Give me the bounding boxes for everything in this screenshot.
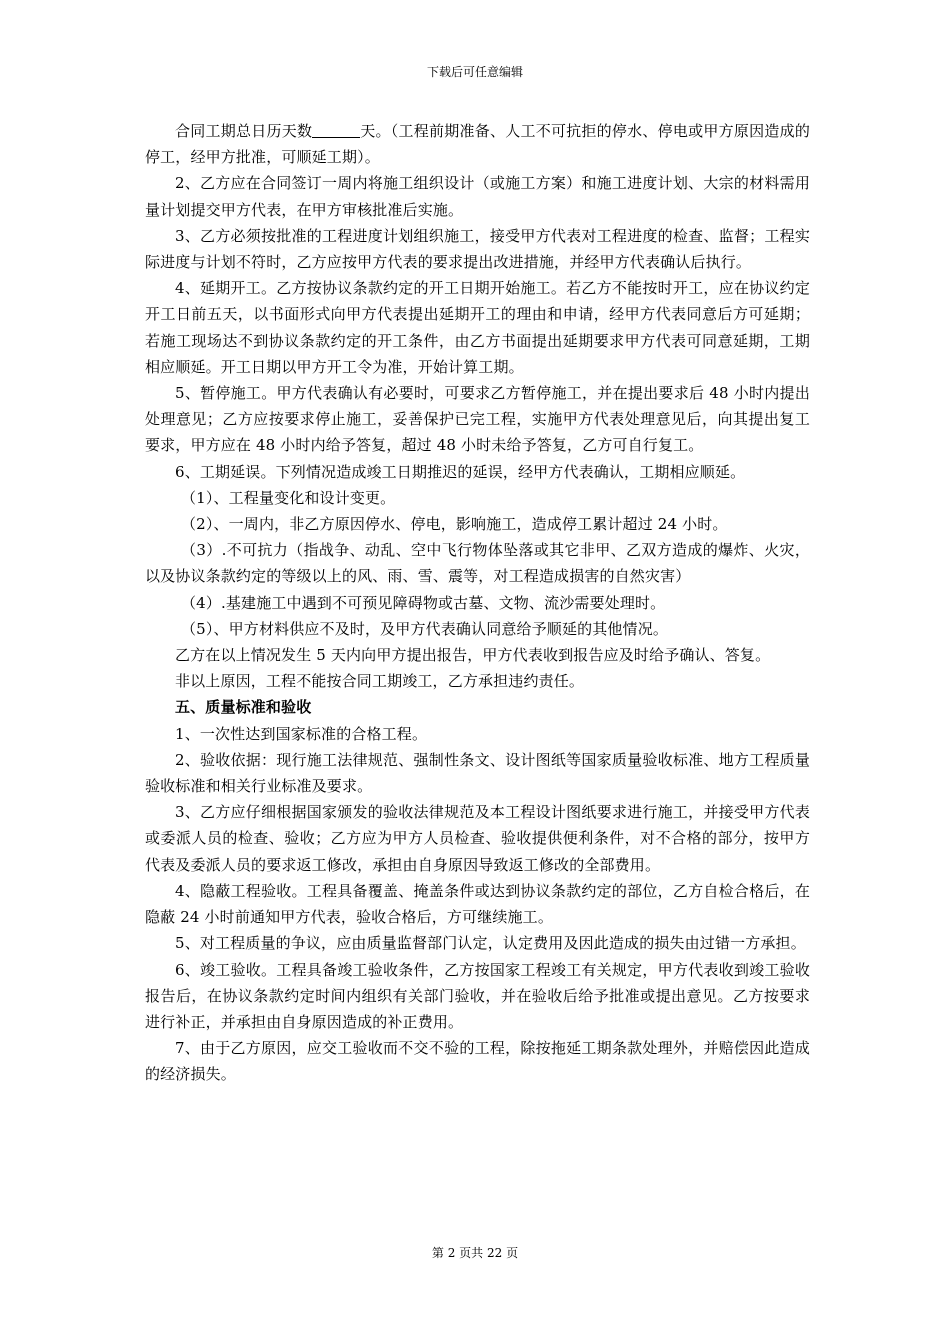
section-heading: 五、质量标准和验收 bbox=[175, 698, 312, 717]
paragraph: 5、暂停施工。甲方代表确认有必要时，可要求乙方暂停施工，并在提出要求后 48 小时内提出处理意见；乙方应按要求停止施工，妥善保护已完工程，实施甲方代表处理意见后，向其提出复工要求，甲方应在 48 小时内给予答复，超过 48 小时未给予答复，乙方可自行复工。 bbox=[145, 384, 810, 455]
paragraph: 6、工期延误。下列情况造成竣工日期推迟的延误，经甲方代表确认，工期相应顺延。 bbox=[175, 462, 746, 481]
page-header: 下载后可任意编辑 bbox=[426, 65, 523, 79]
list-item: （1）、工程量变化和设计变更。 bbox=[181, 488, 396, 507]
paragraph: 4、延期开工。乙方按协议条款约定的开工日期开始施工。若乙方不能按时开工，应在协议约定开工日前五天，以书面形式向甲方代表提出延期开工的理由和申请，经甲方代表同意后方可延期；若施工现场达不到协议条款约定的开工条件，由乙方书面提出延期要求甲方代表可同意延期，工期相应顺延。开工日期以甲方开工令为准，开始计算工期。 bbox=[145, 279, 810, 376]
paragraph: 乙方在以上情况发生 5 天内向甲方提出报告，甲方代表收到报告应及时给予确认、答复。 bbox=[175, 646, 771, 665]
paragraph: 4、隐蔽工程验收。工程具备覆盖、掩盖条件或达到协议条款约定的部位，乙方自检合格后，在隐蔽 24 小时前通知甲方代表，验收合格后，方可继续施工。 bbox=[145, 881, 810, 927]
paragraph: 2、乙方应在合同签订一周内将施工组织设计（或施工方案）和施工进度计划、大宗的材料需用量计划提交甲方代表，在甲方审核批准后实施。 bbox=[145, 174, 810, 219]
paragraph: 3、乙方应仔细根据国家颁发的验收法律规范及本工程设计图纸要求进行施工，并接受甲方代表或委派人员的检查、验收；乙方应为甲方人员检查、验收提供便利条件，对不合格的部分，按甲方代表及委派人员的要求返工修改，承担由自身原因导致返工修改的全部费用。 bbox=[145, 803, 810, 874]
paragraph: 6、竣工验收。工程具备竣工验收条件，乙方按国家工程竣工有关规定，甲方代表收到竣工验收报告后，在协议条款约定时间内组织有关部门验收，并在验收后给予批准或提出意见。乙方按要求进行补正，并承担由自身原因造成的补正费用。 bbox=[145, 960, 810, 1031]
paragraph: 7、由于乙方原因，应交工验收而不交不验的工程，除按拖延工期条款处理外，并赔偿因此造成的经济损失。 bbox=[145, 1039, 810, 1084]
paragraph: 3、乙方必须按批准的工程进度计划组织施工，接受甲方代表对工程进度的检查、监督；工程实际进度与计划不符时，乙方应按甲方代表的要求提出改进措施，并经甲方代表确认后执行。 bbox=[145, 226, 810, 272]
page-footer: 第 2 页共 22 页 bbox=[431, 1246, 519, 1260]
list-item: （4）.基建施工中遇到不可预见障碍物或古墓、文物、流沙需要处理时。 bbox=[181, 593, 666, 612]
list-item: （3）.不可抗力（指战争、动乱、空中飞行物体坠落或其它非甲、乙双方造成的爆炸、火灾，以及协议条款约定的等级以上的风、雨、雪、震等，对工程造成损害的自然灾害） bbox=[145, 541, 810, 586]
paragraph-text: 合同工期总日历天数 bbox=[175, 122, 313, 140]
paragraph: 2、验收依据：现行施工法律规范、强制性条文、设计图纸等国家质量验收标准、地方工程质量验收标准和相关行业标准及要求。 bbox=[145, 750, 810, 796]
list-item: （5）、甲方材料供应不及时，及甲方代表确认同意给予顺延的其他情况。 bbox=[181, 619, 668, 638]
paragraph-text: 天。（工程前期准备、人工不可抗拒的停水、停电或甲方原因造成的停工，经甲方批准，可顺延工期）。 bbox=[145, 122, 810, 167]
paragraph-duration bbox=[145, 118, 810, 170]
document-body bbox=[145, 118, 810, 1088]
list-item: （2）、一周内，非乙方原因停水、停电，影响施工，造成停工累计超过 24 小时。 bbox=[181, 515, 728, 534]
blank-underline bbox=[312, 121, 360, 138]
paragraph: 5、对工程质量的争议，应由质量监督部门认定，认定费用及因此造成的损失由过错一方承担。 bbox=[175, 934, 806, 953]
paragraph: 1、一次性达到国家标准的合格工程。 bbox=[175, 724, 428, 743]
paragraph: 非以上原因，工程不能按合同工期竣工，乙方承担违约责任。 bbox=[175, 672, 585, 691]
